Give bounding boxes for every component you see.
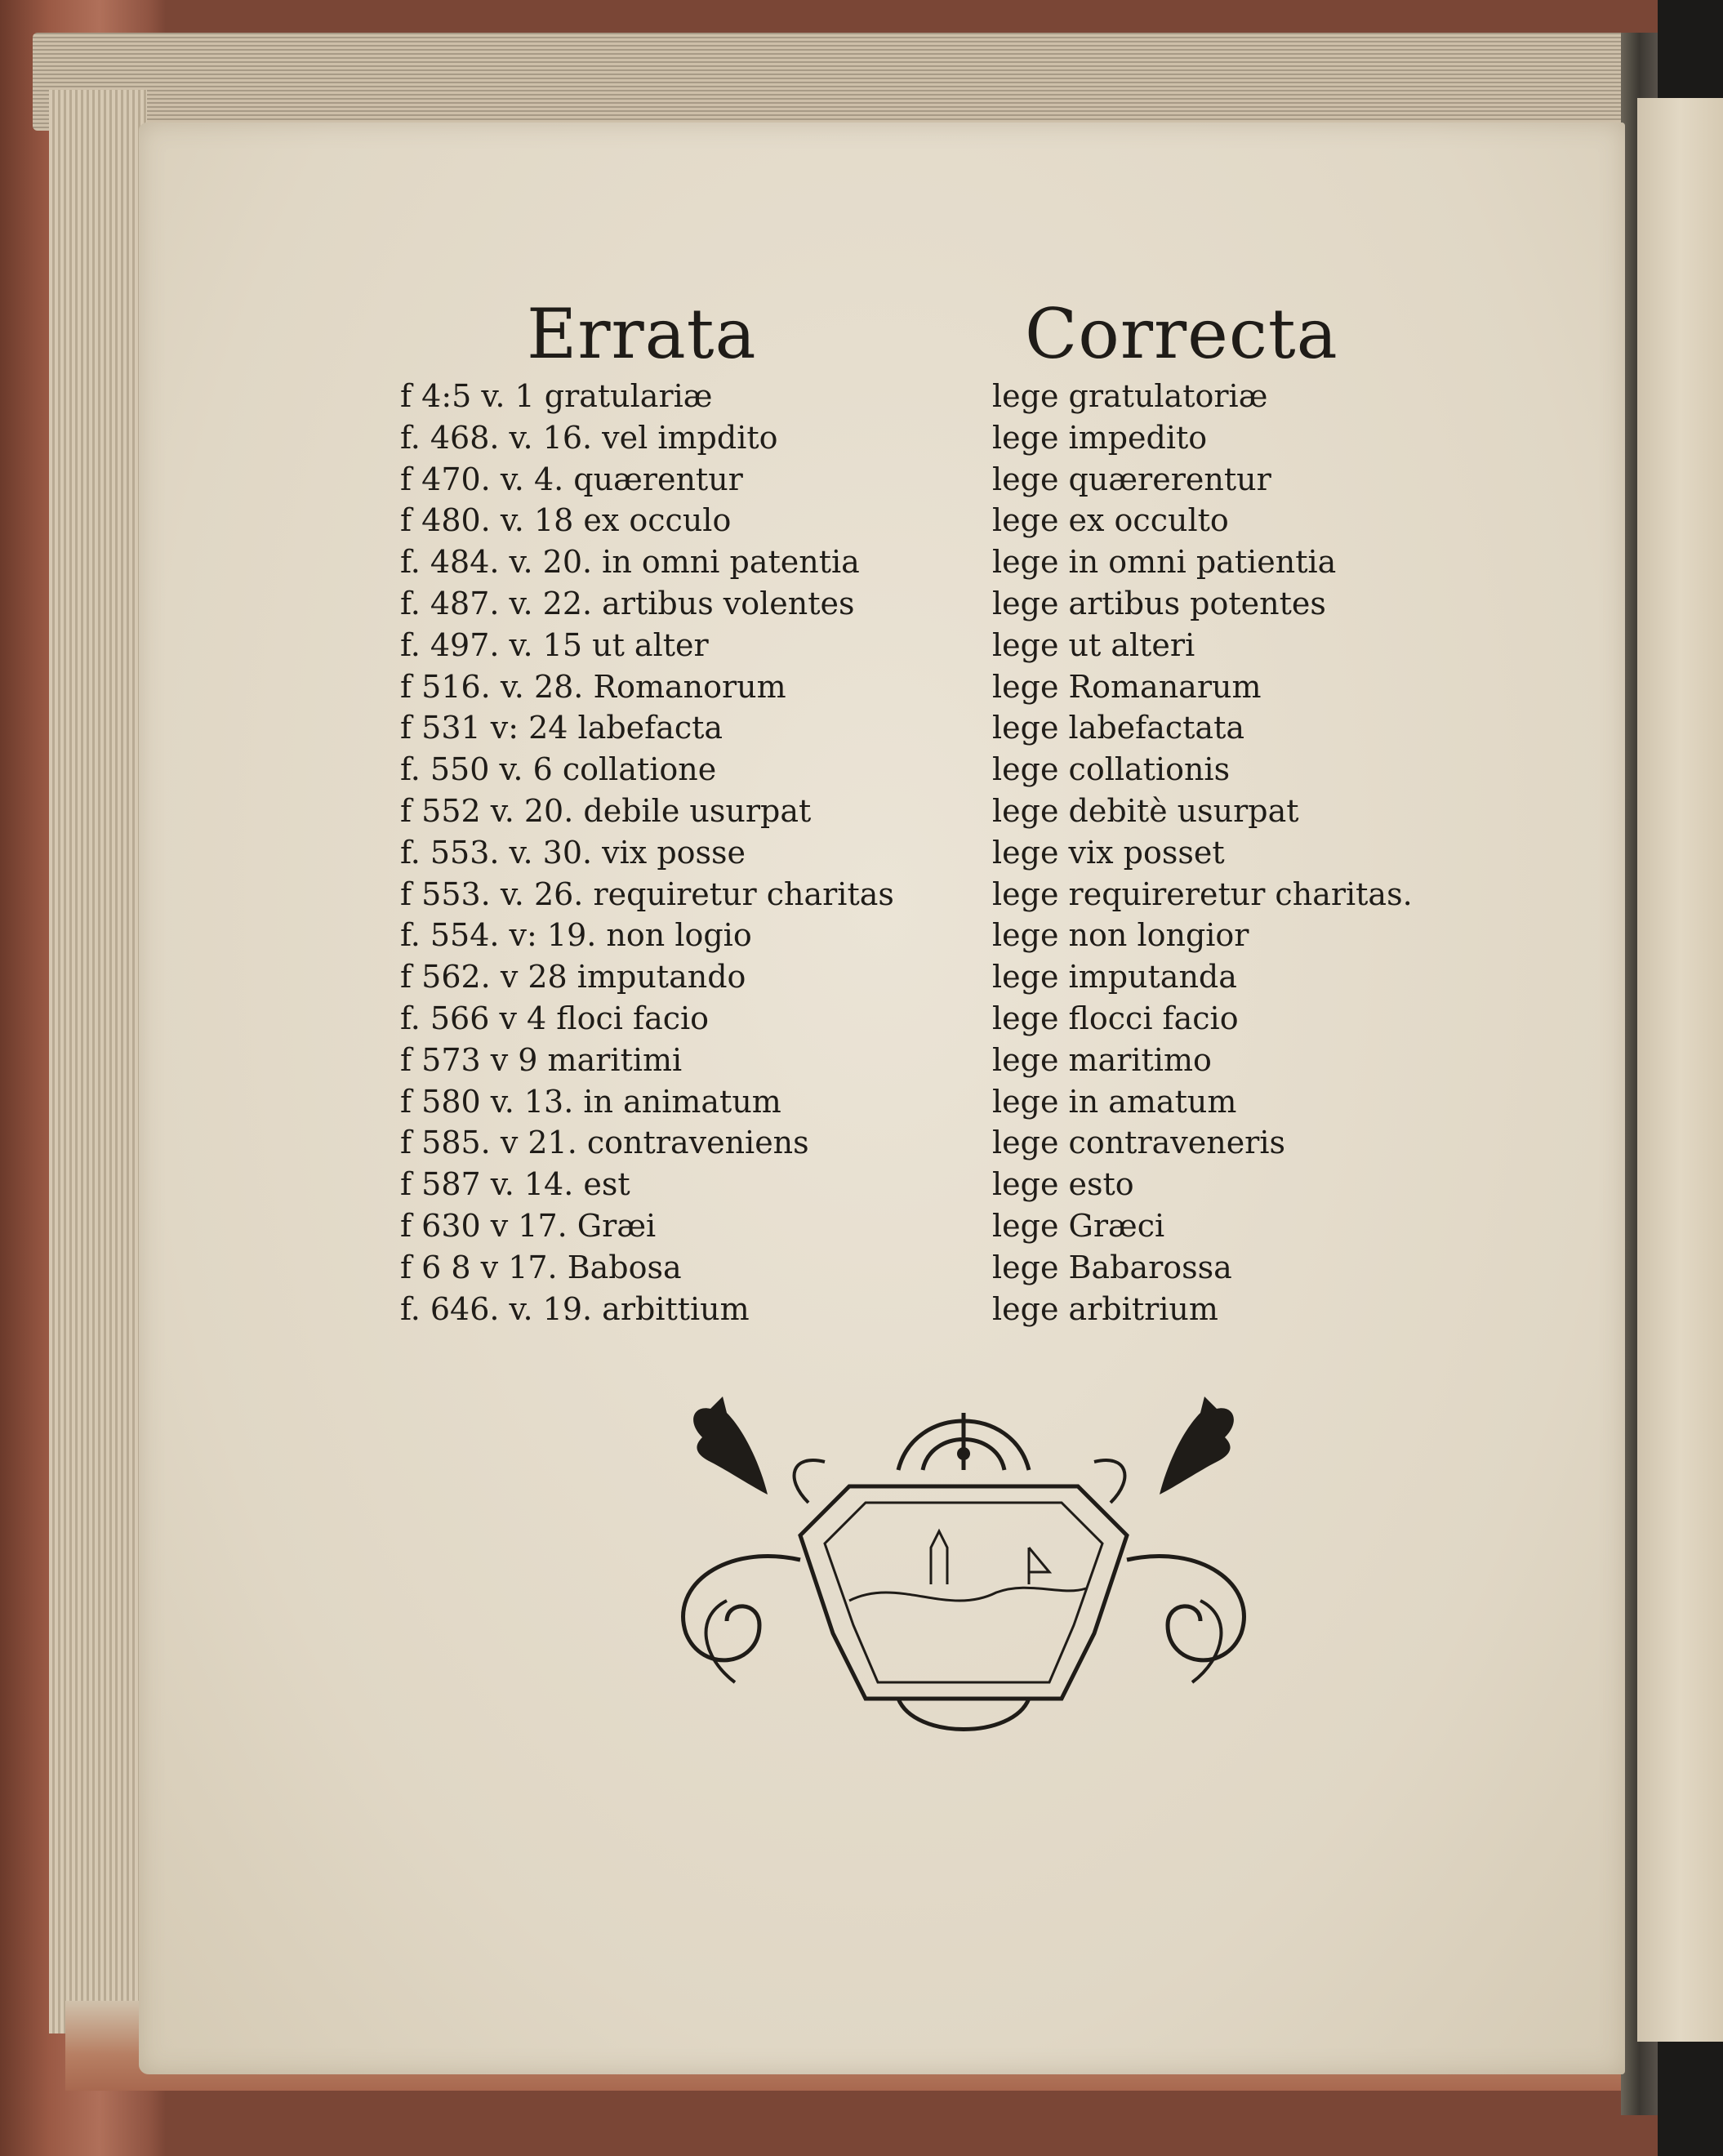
bird-right	[1160, 1396, 1234, 1494]
shell-crest	[898, 1413, 1029, 1470]
correcta-entry: lege contraveneris	[992, 1125, 1285, 1161]
errata-entry: f. 487. v. 22. artibus volentes	[400, 585, 855, 621]
correcta-entry: lege in omni patientia	[992, 544, 1337, 581]
correcta-heading: Correcta	[1025, 294, 1338, 374]
errata-entry: f 4:5 v. 1 gratulariæ	[400, 378, 713, 414]
scroll-right	[1127, 1557, 1244, 1660]
errata-entry: f 562. v 28 imputando	[400, 959, 746, 996]
errata-entry: f 585. v 21. contraveniens	[400, 1125, 809, 1161]
page-stack-top	[33, 33, 1658, 131]
correcta-entry: lege debitè usurpat	[992, 792, 1299, 829]
errata-entry: f 587 v. 14. est	[400, 1166, 630, 1203]
correcta-entry: lege collationis	[992, 751, 1231, 788]
correcta-entry: lege Babarossa	[992, 1249, 1232, 1285]
correcta-entry: lege imputanda	[992, 959, 1237, 996]
correcta-entry: lege in amatum	[992, 1083, 1237, 1120]
errata-entry: f. 497. v. 15 ut alter	[400, 626, 709, 663]
printer-ornament	[604, 1372, 1323, 1764]
errata-entry: f 6 8 v 17. Babosa	[400, 1249, 682, 1285]
errata-entry: f. 468. v. 16. vel impdito	[400, 419, 778, 456]
correcta-entry: lege quærerentur	[992, 461, 1271, 497]
facing-page	[1637, 98, 1723, 2042]
errata-entry: f 580 v. 13. in animatum	[400, 1083, 781, 1120]
errata-entry: f 480. v. 18 ex occulo	[400, 502, 732, 539]
errata-entry: f. 646. v. 19. arbittium	[400, 1290, 750, 1327]
errata-column	[400, 376, 894, 1330]
errata-entry: f. 553. v. 30. vix posse	[400, 834, 746, 871]
correcta-entry: lege impedito	[992, 419, 1208, 456]
correcta-entry: lege gratulatoriæ	[992, 378, 1268, 414]
correcta-entry: lege Romanarum	[992, 668, 1262, 705]
errata-entry: f 552 v. 20. debile usurpat	[400, 792, 812, 829]
errata-entry: f. 484. v. 20. in omni patentia	[400, 544, 860, 581]
correcta-entry: lege Græci	[992, 1207, 1165, 1244]
correcta-entry: lege requireretur charitas.	[992, 875, 1413, 912]
correcta-entry: lege ut alteri	[992, 626, 1195, 663]
correcta-entry: lege vix posset	[992, 834, 1225, 871]
correcta-entry: lege artibus potentes	[992, 585, 1326, 621]
scroll-left	[683, 1557, 800, 1660]
errata-entry: f. 566 v 4 floci facio	[400, 1000, 710, 1036]
correcta-entry: lege non longior	[992, 917, 1249, 954]
errata-entry: f 531 v: 24 labefacta	[400, 710, 723, 746]
errata-entry: f 516. v. 28. Romanorum	[400, 668, 786, 705]
bird-left	[693, 1396, 768, 1494]
errata-entry: f 553. v. 26. requiretur charitas	[400, 875, 894, 912]
errata-heading: Errata	[527, 294, 757, 374]
correcta-entry: lege ex occulto	[992, 502, 1229, 539]
correcta-column	[992, 376, 1413, 1330]
errata-entry: f 573 v 9 maritimi	[400, 1041, 683, 1078]
leaves-left	[49, 90, 147, 2034]
errata-entry: f. 554. v: 19. non logio	[400, 917, 752, 954]
correcta-entry: lege flocci facio	[992, 1000, 1239, 1036]
errata-entry: f 630 v 17. Græi	[400, 1207, 657, 1244]
errata-entry: f 470. v. 4. quærentur	[400, 461, 743, 497]
correcta-entry: lege arbitrium	[992, 1290, 1218, 1327]
errata-entry: f. 550 v. 6 collatione	[400, 751, 717, 788]
correcta-entry: lege esto	[992, 1166, 1134, 1203]
correcta-entry: lege maritimo	[992, 1041, 1212, 1078]
correcta-entry: lege labefactata	[992, 710, 1245, 746]
